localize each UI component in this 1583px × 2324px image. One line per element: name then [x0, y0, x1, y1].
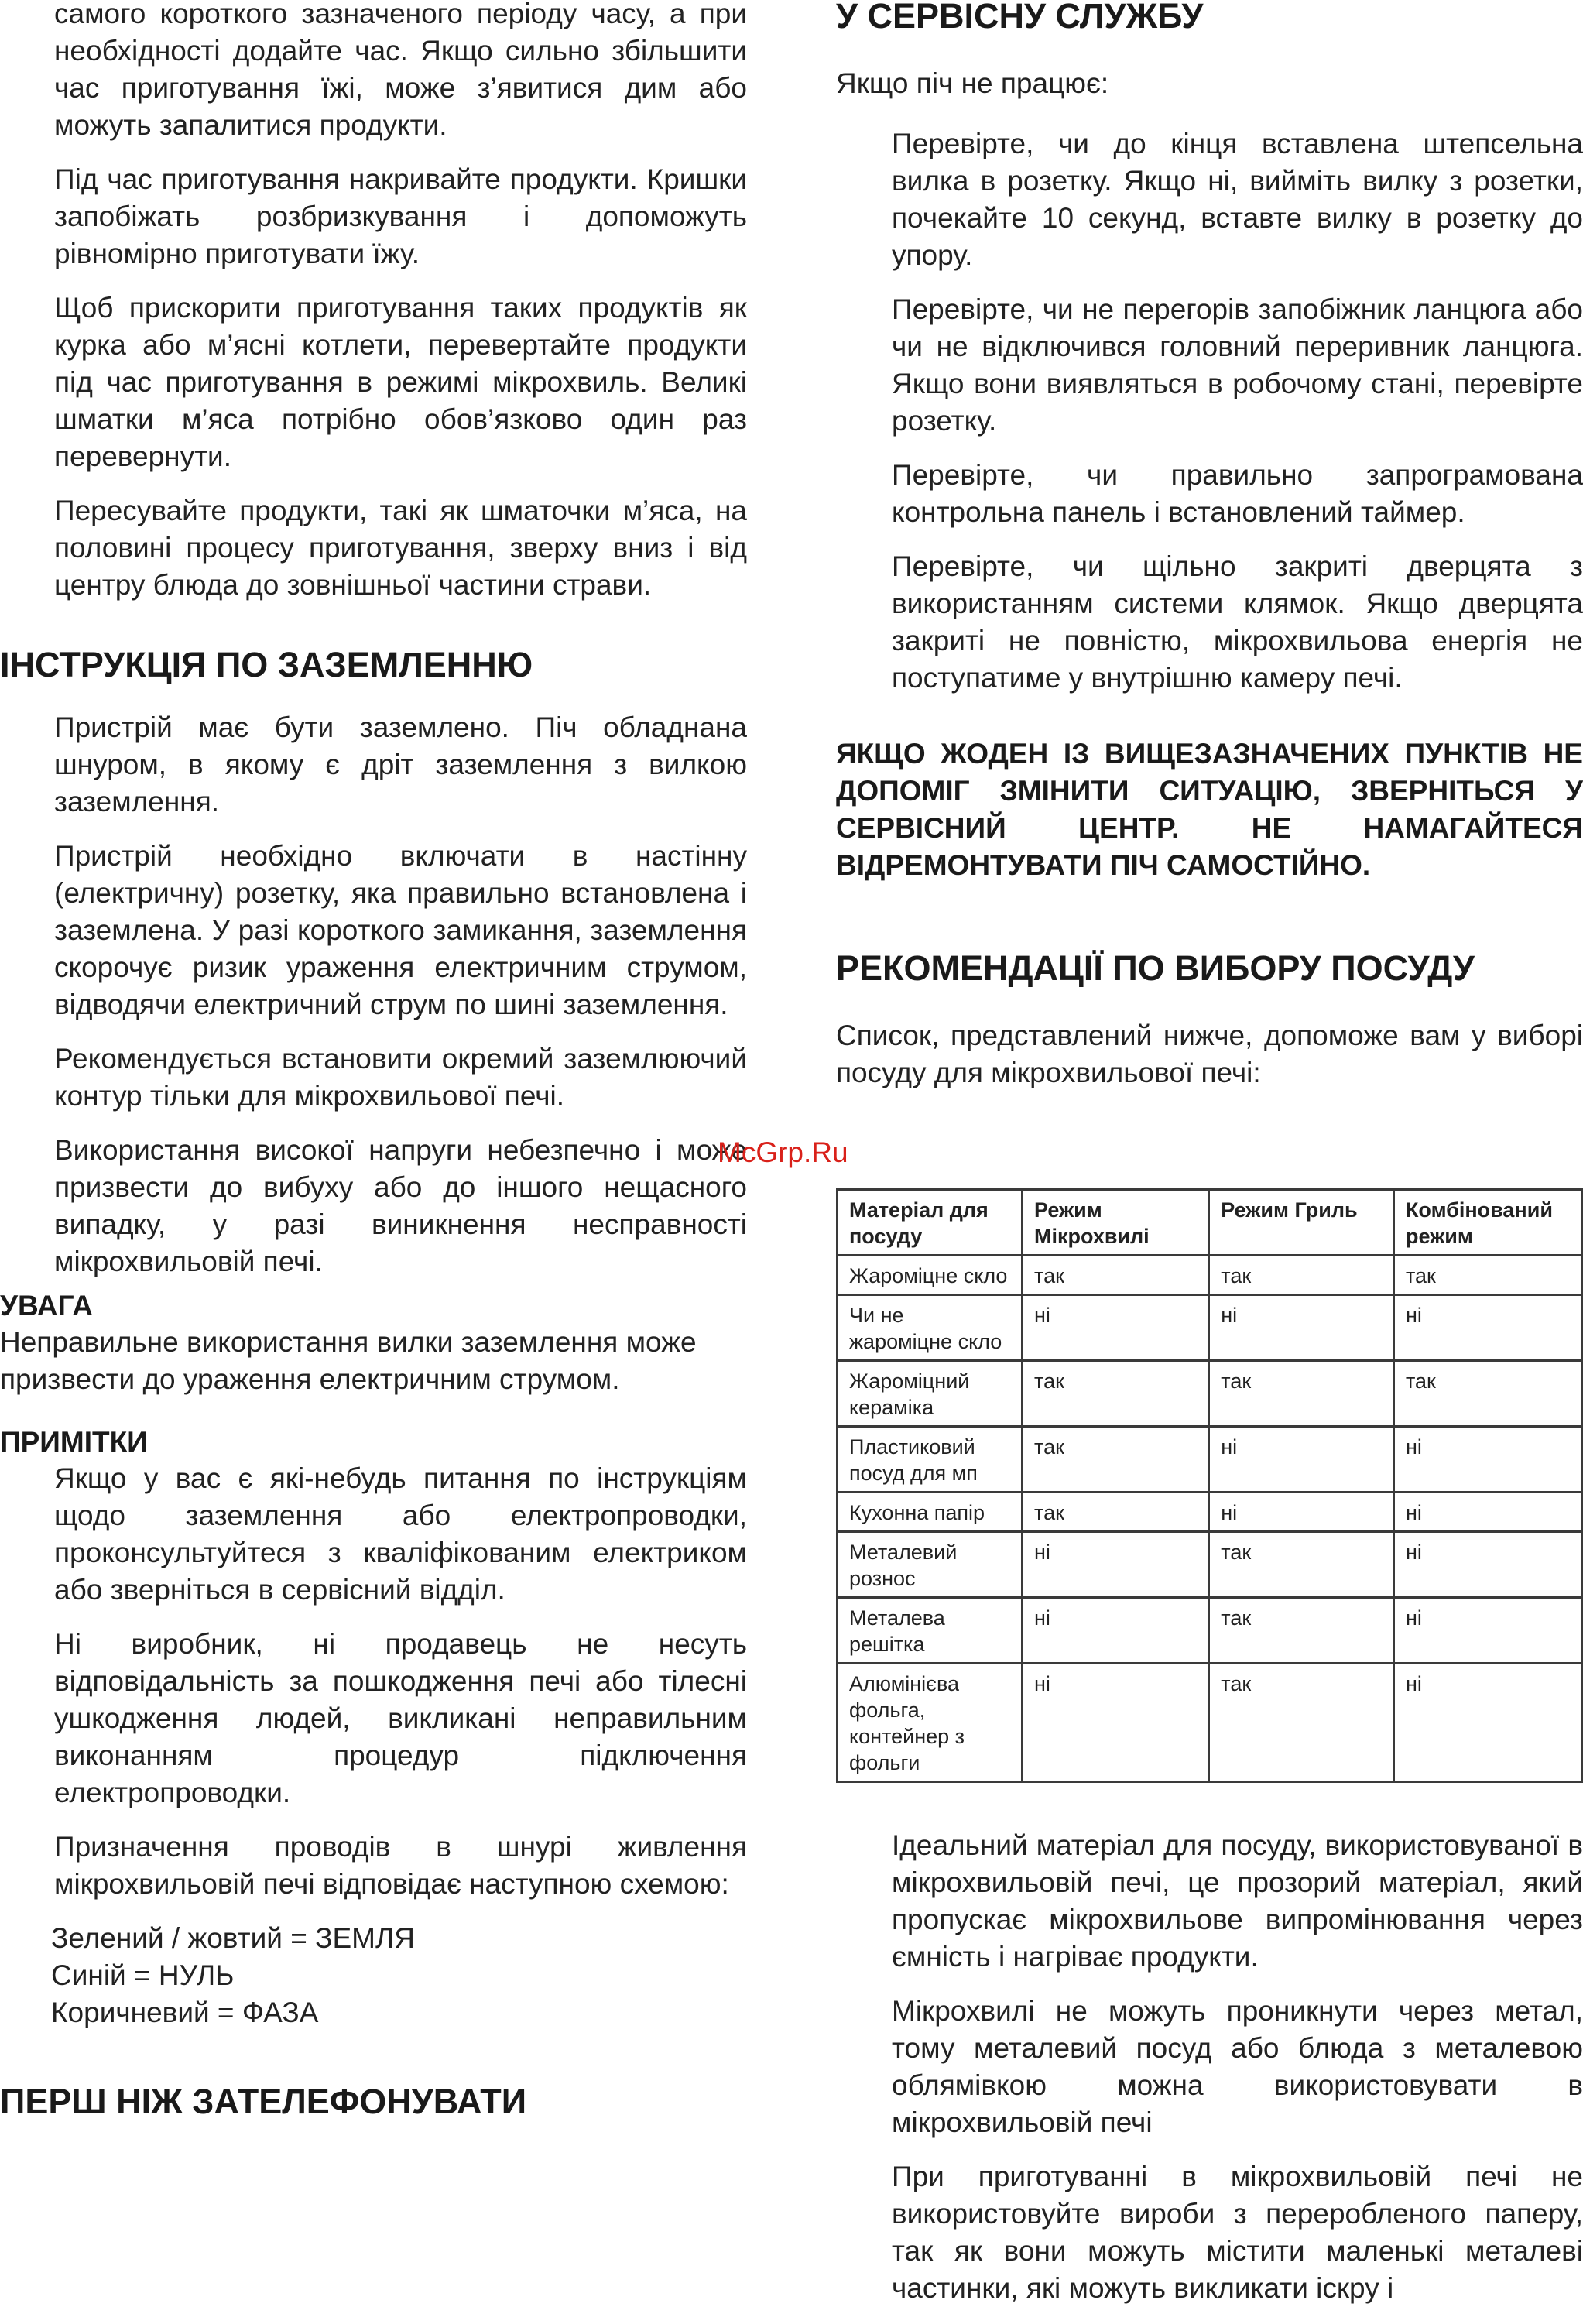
- ideal-material-paragraph: Ідеальний матеріал для посуду, використовуваної в мікрохвильовій печі, це прозорий матеріал, який пропускає мікрохвильове випромінювання через ємність і нагріває продукти.: [892, 1829, 1583, 1973]
- wire-color-item: Коричневий = ФАЗА: [51, 1997, 319, 2028]
- wire-colors-list: [51, 1920, 747, 2031]
- service-heading: У СЕРВІСНУ СЛУЖБУ: [836, 0, 1204, 36]
- left-column: [0, 0, 747, 2123]
- notes-paragraph-2: Ні виробник, ні продавець не несуть відповідальність за пошкодження печі або тілесні ушкодження людей, викликані неправильним виконанням процедур підключення електропроводки.: [54, 1628, 747, 1808]
- table-row: [838, 1256, 1582, 1295]
- column-header: Режим Гриль: [1209, 1190, 1394, 1256]
- table-cell: так: [1393, 1256, 1581, 1295]
- dishes-heading: РЕКОМЕНДАЦІЇ ПО ВИБОРУ ПОСУДУ: [836, 948, 1475, 988]
- column-header: Комбінований режим: [1393, 1190, 1581, 1256]
- table-cell: так: [1023, 1427, 1209, 1493]
- warning-text: Неправильне використання вилки заземлення може призвести до ураження електричним струмом.: [0, 1326, 697, 1395]
- wire-color-item: Зелений / жовтий = ЗЕМЛЯ: [51, 1922, 415, 1954]
- table-row: [838, 1493, 1582, 1532]
- table-cell: так: [1209, 1664, 1394, 1782]
- table-cell: Металевий рознос: [838, 1532, 1023, 1598]
- grounding-paragraph-3: Рекомендується встановити окремий заземлюючий контур тільки для мікрохвильової печі.: [54, 1043, 747, 1112]
- notes-heading: ПРИМІТКИ: [0, 1426, 148, 1458]
- table-cell: Алюмінієва фольга, контейнер з фольги: [838, 1664, 1023, 1782]
- metal-paragraph: Мікрохвилі не можуть проникнути через метал, тому металевий посуд або блюда з металевою облямівкою можна використовувати в мікрохвильовій печі: [892, 1995, 1583, 2138]
- table-cell: ні: [1209, 1295, 1394, 1361]
- table-cell: Жароміцний кераміка: [838, 1361, 1023, 1427]
- grounding-paragraph-1: Пристрій має бути заземлено. Піч обладнана шнуром, в якому є дріт заземлення з вилкою заземлення.: [54, 711, 747, 818]
- dishes-intro: Список, представлений нижче, допоможе вам у виборі посуду для мікрохвильової печі:: [836, 1020, 1583, 1088]
- table-cell: так: [1023, 1361, 1209, 1427]
- service-bold-warning: ЯКЩО ЖОДЕН ІЗ ВИЩЕЗАЗНАЧЕНИХ ПУНКТІВ НЕ ДОПОМІГ ЗМІНИТИ СИТУАЦІЮ, ЗВЕРНІТЬСЯ У СЕРВІСНИЙ ЦЕНТР. НЕ НАМАГАЙТЕСЯ ВІДРЕМОНТУВАТИ ПІЧ САМОСТІЙНО.: [836, 738, 1583, 881]
- service-check-3: Перевірте, чи правильно запрограмована контрольна панель і встановлений таймер.: [892, 459, 1583, 528]
- wire-color-item: Синій = НУЛЬ: [51, 1959, 235, 1991]
- table-cell: ні: [1023, 1295, 1209, 1361]
- notes-paragraph-1: Якщо у вас є які-небудь питання по інструкціям щодо заземлення або електропроводки, проконсультуйтеся з кваліфікованим електриком або зверніться в сервісний відділ.: [54, 1462, 747, 1606]
- service-check-2: Перевірте, чи не перегорів запобіжник ланцюга або чи не відключився головний переривник ланцюга. Якщо вони виявляться в робочому стані, перевірте розетку.: [892, 293, 1583, 437]
- table-cell: ні: [1023, 1598, 1209, 1664]
- table-cell: ні: [1023, 1532, 1209, 1598]
- warning-heading: УВАГА: [0, 1290, 93, 1321]
- cooking-time-paragraph: самого короткого зазначеного періоду часу, а при необхідності додайте час. Якщо сильно збільшити час приготування їжі, може з’явитися дим або можуть запалитися продукти.: [54, 0, 747, 141]
- table-cell: ні: [1393, 1664, 1581, 1782]
- right-column: [836, 0, 1583, 1109]
- column-header: Режим Мікрохвилі: [1023, 1190, 1209, 1256]
- turn-food-paragraph: Щоб прискорити приготування таких продуктів як курка або м’ясні котлети, перевертайте продукти під час приготування в режимі мікрохвиль. Великі шматки м’яса потрібно обов’язково один раз перевернути.: [54, 292, 747, 472]
- table-row: [838, 1664, 1582, 1782]
- dishware-table: [836, 1188, 1583, 1783]
- table-cell: ні: [1023, 1664, 1209, 1782]
- recycled-paper-paragraph: При приготуванні в мікрохвильовій печі не використовуйте вироби з переробленого паперу, так як вони можуть містити маленькі металеві частинки, які можуть викликати іскру і: [892, 2161, 1583, 2304]
- table-cell: ні: [1209, 1493, 1394, 1532]
- right-column-lower: [836, 1827, 1583, 2324]
- table-cell: так: [1023, 1493, 1209, 1532]
- grounding-paragraph-4: Використання високої напруги небезпечно і може призвести до вибуху або до іншого нещасного випадку, у разі виникнення несправності мікрохвильовій печі.: [54, 1134, 747, 1277]
- table-cell: так: [1023, 1256, 1209, 1295]
- table-cell: так: [1209, 1532, 1394, 1598]
- table-cell: Кухонна папір: [838, 1493, 1023, 1532]
- grounding-paragraph-2: Пристрій необхідно включати в настінну (електричну) розетку, яка правильно встановлена і заземлена. У разі короткого замикання, заземлення скорочує ризик ураження електричним струмом, відводячи електричний струм по шині заземлення.: [54, 840, 747, 1020]
- table-cell: Пластиковий посуд для мп: [838, 1427, 1023, 1493]
- before-calling-heading: ПЕРШ НІЖ ЗАТЕЛЕФОНУВАТИ: [0, 2082, 527, 2121]
- table-row: [838, 1295, 1582, 1361]
- table-cell: так: [1209, 1598, 1394, 1664]
- table-cell: так: [1393, 1361, 1581, 1427]
- table-row: [838, 1598, 1582, 1664]
- grounding-heading: ІНСТРУКЦІЯ ПО ЗАЗЕМЛЕННЮ: [0, 645, 533, 684]
- table-cell: так: [1209, 1361, 1394, 1427]
- cover-food-paragraph: Під час приготування накривайте продукти. Кришки запобіжать розбризкування і допоможуть рівномірно приготувати їжу.: [54, 163, 747, 269]
- table-cell: ні: [1393, 1427, 1581, 1493]
- table-cell: Жароміцне скло: [838, 1256, 1023, 1295]
- table-header-row: [838, 1190, 1582, 1256]
- table-cell: ні: [1209, 1427, 1394, 1493]
- service-check-1: Перевірте, чи до кінця вставлена штепсельна вилка в розетку. Якщо ні, вийміть вилку з розетки, почекайте 10 секунд, вставте вилку в розетку до упору.: [892, 128, 1583, 271]
- table-row: [838, 1427, 1582, 1493]
- table-row: [838, 1361, 1582, 1427]
- table-cell: так: [1209, 1256, 1394, 1295]
- table-cell: ні: [1393, 1493, 1581, 1532]
- table-cell: Чи не жароміцне скло: [838, 1295, 1023, 1361]
- table-cell: ні: [1393, 1532, 1581, 1598]
- table-row: [838, 1532, 1582, 1598]
- move-food-paragraph: Пересувайте продукти, такі як шматочки м’яса, на половині процесу приготування, зверху вниз і від центру блюда до зовнішньої частини страви.: [54, 495, 747, 601]
- watermark-text: McGrp.Ru: [718, 1136, 848, 1168]
- service-intro: Якщо піч не працює:: [836, 67, 1109, 99]
- table-cell: ні: [1393, 1295, 1581, 1361]
- notes-paragraph-3: Призначення проводів в шнурі живлення мікрохвильовій печі відповідає наступною схемою:: [54, 1831, 747, 1900]
- service-check-4: Перевірте, чи щільно закриті дверцята з використанням системи клямок. Якщо дверцята закриті не повністю, мікрохвильова енергія не поступатиме у внутрішню камеру печі.: [892, 550, 1583, 694]
- column-header: Матеріал для посуду: [838, 1190, 1023, 1256]
- table-cell: Металева решітка: [838, 1598, 1023, 1664]
- table-cell: ні: [1393, 1598, 1581, 1664]
